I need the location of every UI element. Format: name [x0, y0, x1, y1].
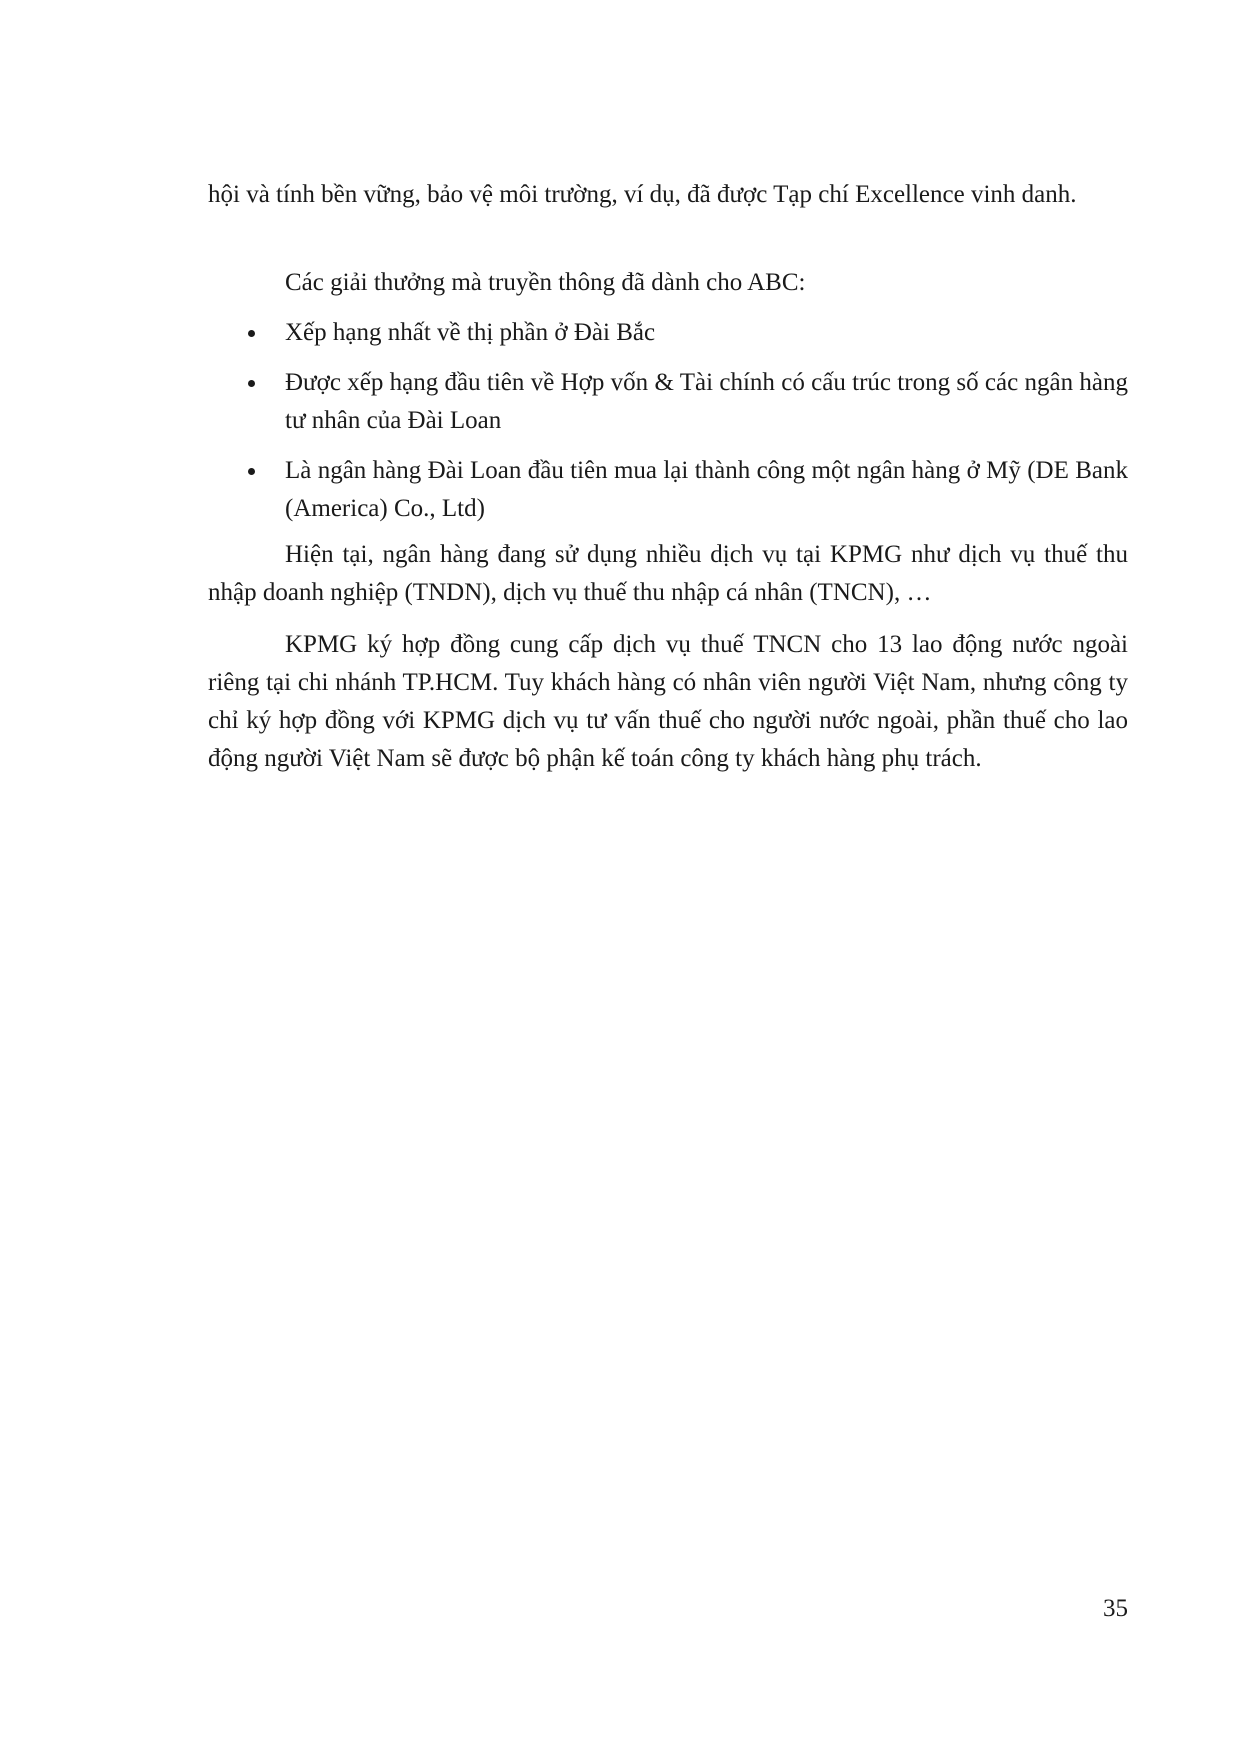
bullet-icon	[248, 380, 255, 387]
paragraph-services: Hiện tại, ngân hàng đang sử dụng nhiều dịch vụ tại KPMG như dịch vụ thuế thu nhập doanh nghiệp (TNDN), dịch vụ thuế thu nhập cá nhân (TNCN), …	[208, 541, 1128, 606]
list-item	[208, 314, 1128, 352]
awards-list	[208, 314, 1128, 540]
award-text: Xếp hạng nhất về thị phần ở Đài Bắc	[285, 319, 656, 346]
paragraph-contract: KPMG ký hợp đồng cung cấp dịch vụ thuế TNCN cho 13 lao động nước ngoài riêng tại chi nhánh TP.HCM. Tuy khách hàng có nhân viên người Việt Nam, nhưng công ty chỉ ký hợp đồng với KPMG dịch vụ tư vấn thuế cho người nước ngoài, phần thuế cho lao động người Việt Nam sẽ được bộ phận kế toán công ty khách hàng phụ trách.	[208, 631, 1128, 772]
page-number: 35	[1103, 1595, 1128, 1622]
list-item	[208, 364, 1128, 440]
paragraph-continuation: hội và tính bền vững, bảo vệ môi trường, ví dụ, đã được Tạp chí Excellence vinh danh.	[208, 181, 1077, 208]
list-item	[208, 452, 1128, 528]
award-text: Là ngân hàng Đài Loan đầu tiên mua lại thành công một ngân hàng ở Mỹ (DE Bank (America) Co., Ltd)	[285, 457, 1128, 522]
bullet-icon	[248, 330, 255, 337]
award-text: Được xếp hạng đầu tiên về Hợp vốn & Tài chính có cấu trúc trong số các ngân hàng tư nhân của Đài Loan	[285, 369, 1128, 434]
paragraph-awards-intro: Các giải thưởng mà truyền thông đã dành cho ABC:	[285, 269, 806, 296]
bullet-icon	[248, 468, 255, 475]
